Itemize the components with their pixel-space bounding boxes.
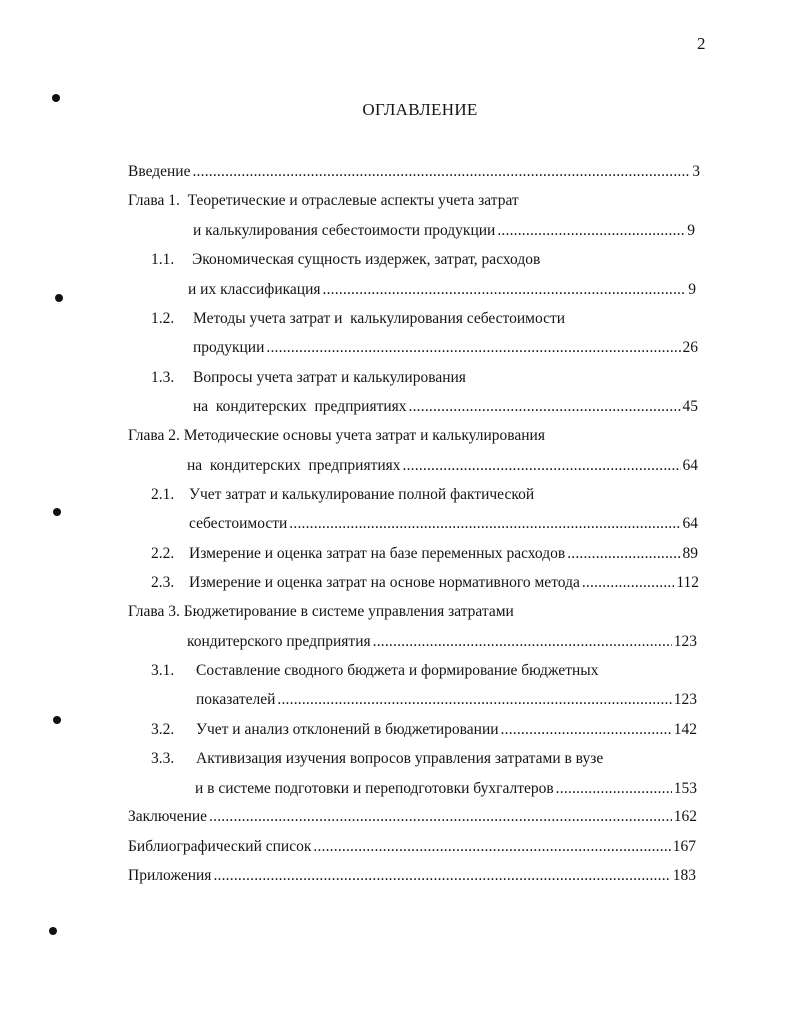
toc-page-number: 112 [676, 574, 699, 591]
punch-hole-mark [49, 927, 57, 935]
toc-section-1-3-cont [193, 398, 698, 418]
punch-hole-mark [53, 508, 61, 516]
toc-section-1-2-cont [193, 339, 698, 359]
toc-entry-text: Заключение [128, 808, 208, 825]
toc-entry-text: Методы учета затрат и калькулирования себестоимости [193, 310, 566, 327]
toc-section-1-1-cont [188, 281, 696, 301]
toc-page-number: 3 [692, 163, 700, 180]
toc-section-1-3 [151, 369, 466, 389]
toc-section-2-1 [151, 486, 534, 506]
toc-entry-text: и калькулирования себестоимости продукции [193, 222, 496, 239]
leader-dots [409, 398, 681, 416]
punch-hole-mark [52, 94, 60, 102]
toc-entry-text: Составление сводного бюджета и формирование бюджетных [196, 662, 599, 679]
toc-entry-text: показателей [196, 691, 276, 708]
toc-entry-text: Глава 3. Бюджетирование в системе управления затратами [128, 603, 514, 620]
page-number: 2 [697, 34, 706, 53]
toc-entry-text: и их классификация [188, 281, 321, 298]
toc-page-number: 167 [672, 838, 696, 855]
toc-section-3-3 [151, 750, 603, 770]
toc-entry-conclusion [128, 808, 697, 828]
toc-page-number: 142 [673, 721, 697, 738]
leader-dots [501, 721, 672, 739]
leader-dots [266, 339, 680, 357]
toc-page-number: 162 [673, 808, 697, 825]
toc-entry-intro [128, 163, 700, 183]
leader-dots [567, 545, 680, 563]
toc-entry-text: Экономическая сущность издержек, затрат, расходов [192, 251, 541, 268]
toc-entry-text: на кондитерских предприятиях [193, 398, 407, 415]
toc-section-number: 3.1. [151, 662, 175, 679]
leader-dots [582, 574, 674, 592]
toc-section-3-1 [151, 662, 598, 682]
leader-dots [373, 633, 672, 651]
toc-page-number: 123 [673, 691, 697, 708]
toc-entry-text: Активизация изучения вопросов управления затратами в вузе [196, 750, 604, 767]
toc-section-number: 2.3. [151, 574, 175, 591]
leader-dots [497, 222, 685, 240]
toc-entry-text: и в системе подготовки и переподготовки бухгалтеров [195, 780, 554, 797]
toc-section-number: 2.2. [151, 545, 175, 562]
toc-entry-appendices [128, 867, 696, 887]
toc-section-3-2 [151, 721, 697, 741]
punch-hole-mark [53, 716, 61, 724]
leader-dots [289, 515, 680, 533]
toc-section-1-1 [151, 251, 540, 271]
toc-entry-text: Вопросы учета затрат и калькулирования [193, 369, 466, 386]
toc-section-number: 1.2. [151, 310, 175, 327]
toc-chapter-3-cont [187, 633, 697, 653]
toc-page-number: 153 [673, 780, 697, 797]
punch-hole-mark [55, 294, 63, 302]
toc-section-number: 3.3. [151, 750, 175, 767]
leader-dots [313, 838, 670, 856]
toc-entry-text: Приложения [128, 867, 212, 884]
toc-section-2-1-cont [189, 515, 698, 535]
leader-dots [192, 163, 690, 181]
toc-section-3-1-cont [196, 691, 697, 711]
toc-page-number: 89 [682, 545, 698, 562]
toc-page-number: 45 [682, 398, 698, 415]
toc-page-number: 123 [673, 633, 697, 650]
toc-entry-text: Введение [128, 163, 191, 180]
toc-entry-text: Библиографический список [128, 838, 312, 855]
leader-dots [403, 457, 681, 475]
toc-page-number: 183 [672, 867, 696, 884]
toc-section-2-3 [151, 574, 699, 594]
toc-chapter-1 [128, 192, 519, 212]
toc-entry-text: Измерение и оценка затрат на основе нормативного метода [189, 574, 580, 591]
leader-dots [213, 867, 670, 885]
toc-chapter-3 [128, 603, 514, 623]
toc-chapter-2 [128, 427, 545, 447]
toc-entry-text: Глава 1. Теоретические и отраслевые аспекты учета затрат [128, 192, 519, 209]
toc-entry-text: Измерение и оценка затрат на базе переменных расходов [189, 545, 566, 562]
toc-section-number: 3.2. [151, 721, 175, 738]
toc-page-number: 9 [687, 222, 695, 239]
leader-dots [323, 281, 687, 299]
toc-entry-text: Учет затрат и калькулирование полной фактической [189, 486, 535, 503]
toc-entry-text: продукции [193, 339, 265, 356]
toc-page-number: 9 [688, 281, 696, 298]
toc-entry-text: себестоимости [189, 515, 288, 532]
toc-page-number: 26 [682, 339, 698, 356]
toc-section-2-2 [151, 545, 698, 565]
toc-entry-text: Глава 2. Методические основы учета затрат и калькулирования [128, 427, 545, 444]
leader-dots [277, 691, 671, 709]
toc-entry-text: Учет и анализ отклонений в бюджетировании [196, 721, 499, 738]
toc-entry-text: на кондитерских предприятиях [187, 457, 401, 474]
page-title: ОГЛАВЛЕНИЕ [362, 100, 478, 119]
toc-chapter-2-cont [187, 457, 698, 477]
toc-page-number: 64 [682, 457, 698, 474]
toc-page-number: 64 [682, 515, 698, 532]
toc-entry-bibliography [128, 838, 696, 858]
toc-chapter-1-cont [193, 222, 695, 242]
leader-dots [209, 808, 672, 826]
leader-dots [556, 780, 672, 798]
toc-section-number: 1.1. [151, 251, 175, 268]
toc-section-1-2 [151, 310, 565, 330]
toc-section-3-3-cont [195, 780, 697, 800]
toc-entry-text: кондитерского предприятия [187, 633, 371, 650]
toc-section-number: 1.3. [151, 369, 175, 386]
toc-section-number: 2.1. [151, 486, 175, 503]
